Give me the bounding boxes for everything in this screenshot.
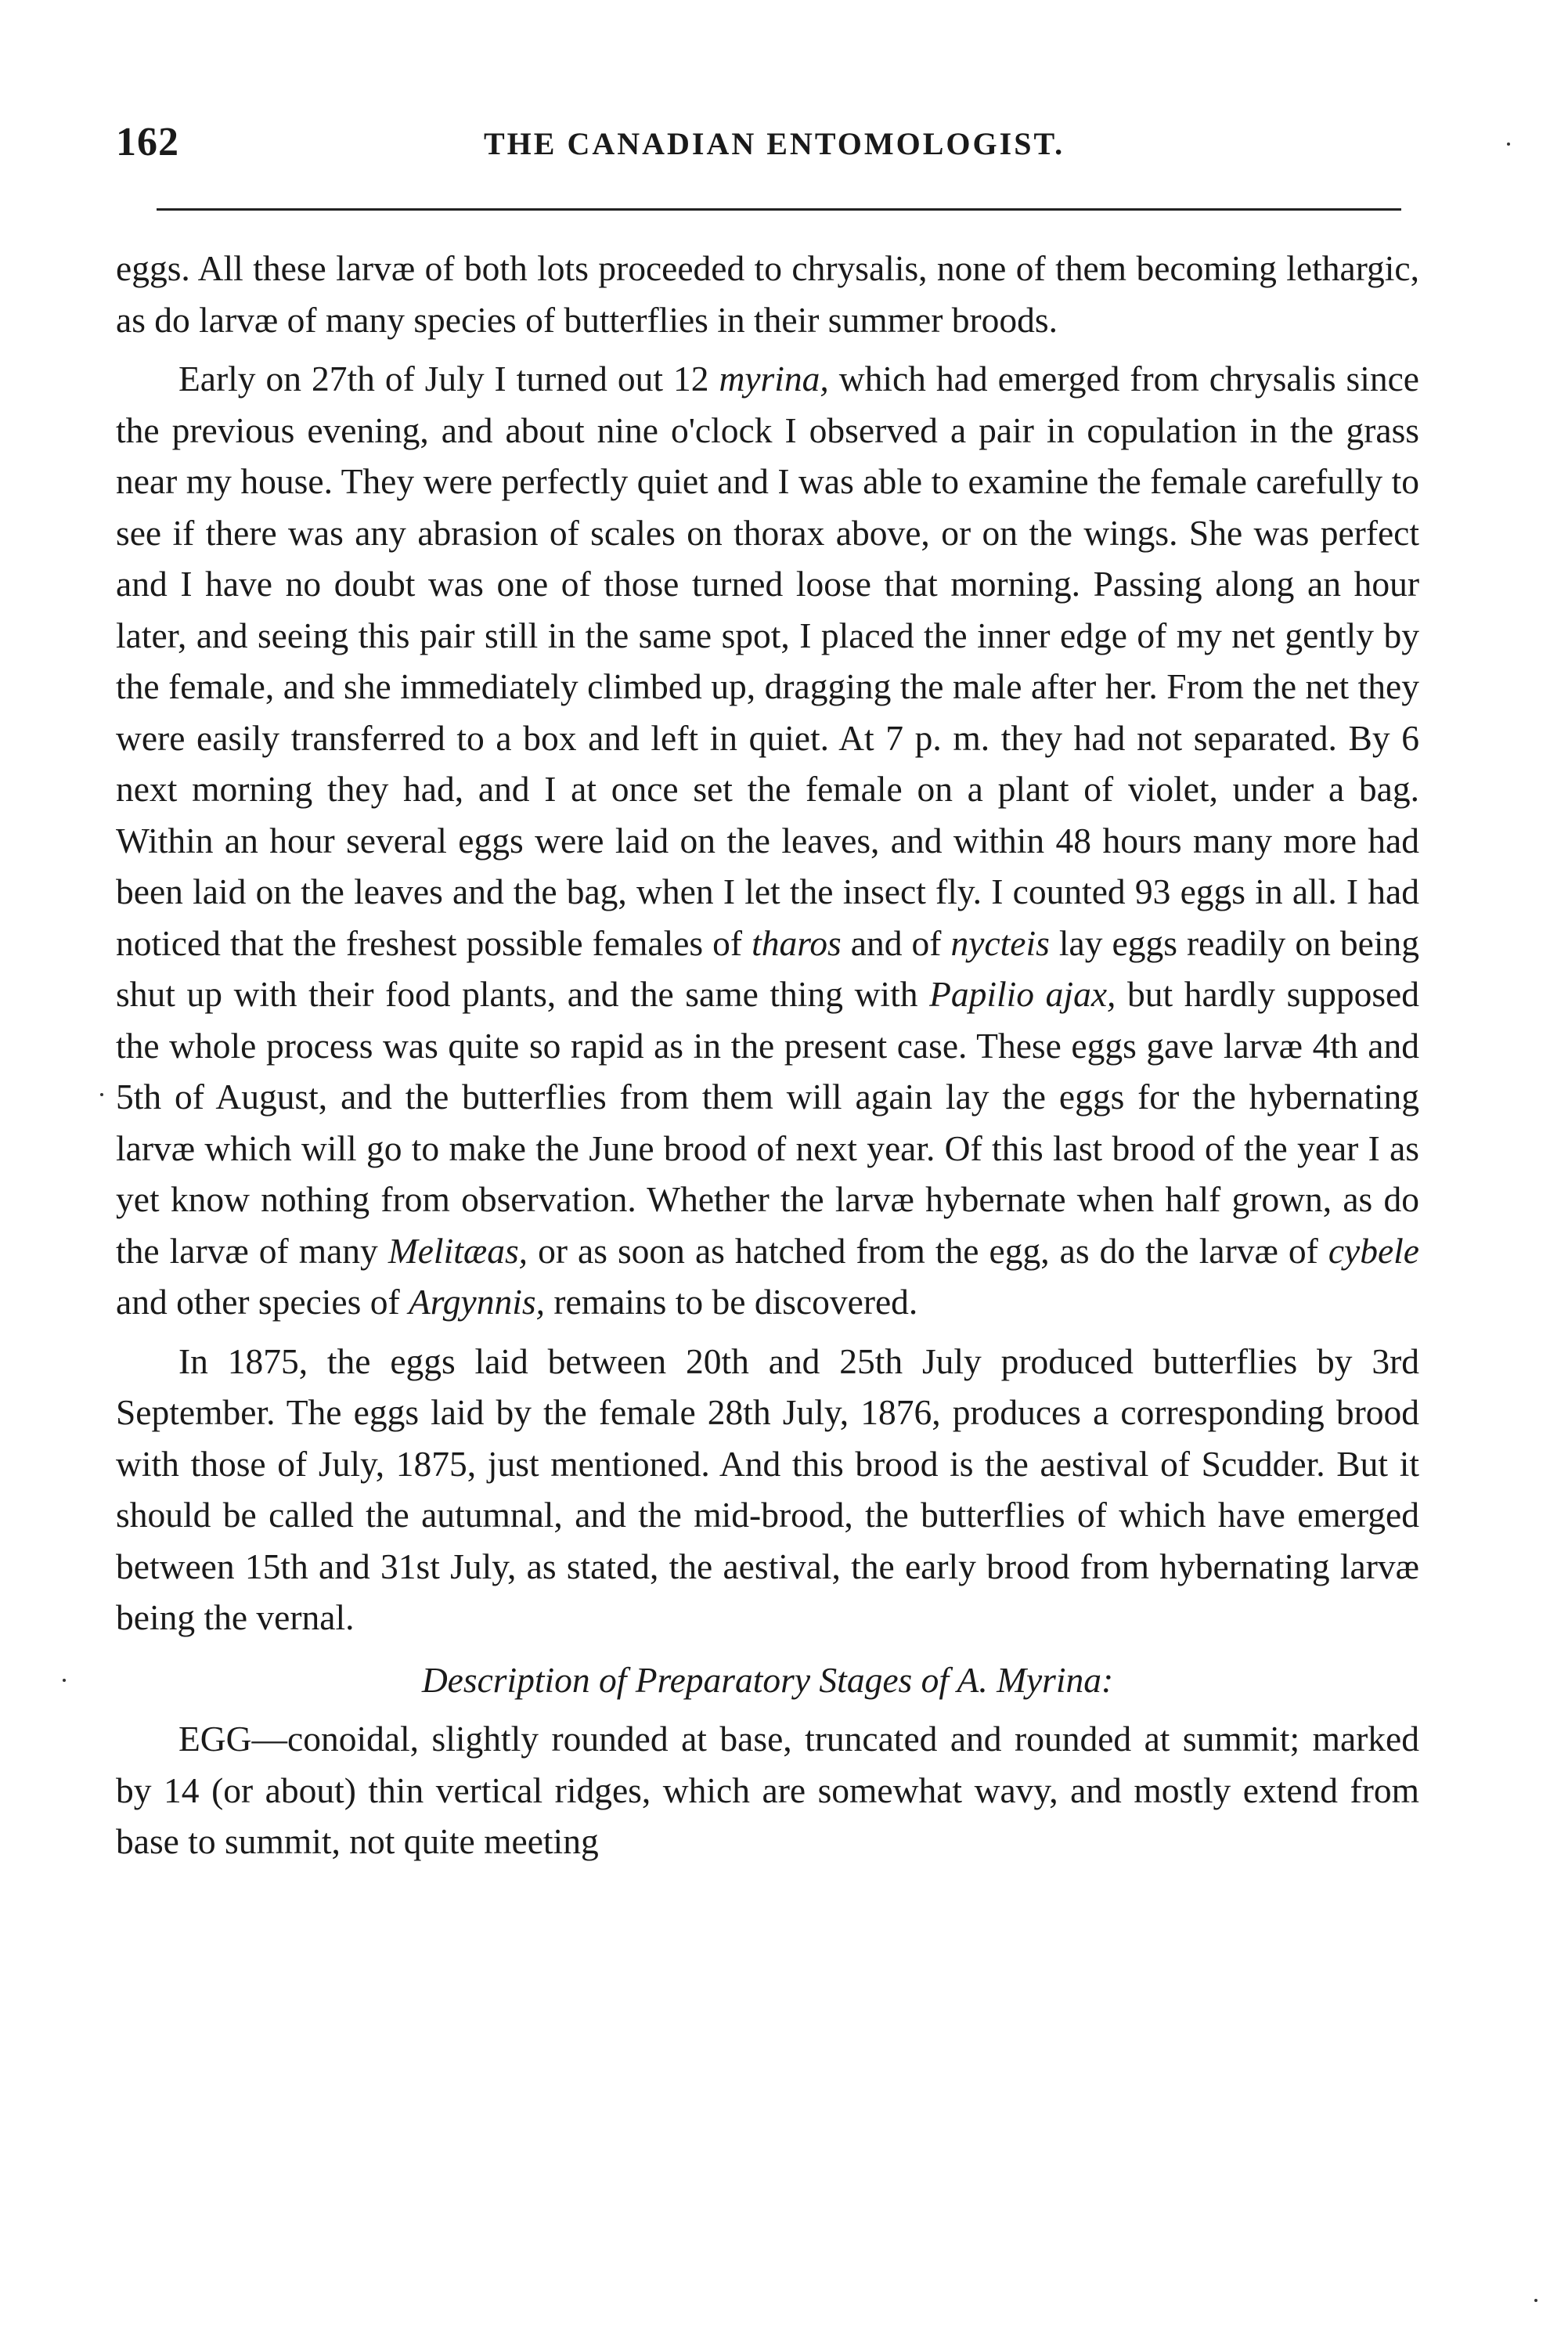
body-text — [116, 243, 1419, 1867]
journal-title: THE CANADIAN ENTOMOLOGIST. — [484, 126, 1065, 161]
running-head — [116, 119, 1408, 174]
margin-speck — [1534, 2299, 1537, 2302]
paragraph-4: EGG—conoidal, slightly rounded at base, truncated and rounded at summit; marked by 14 (or about) thin vertical ridges, which are somewhat wavy, and mostly extend from base to summit, not quite meeting — [116, 1719, 1419, 1861]
margin-speck — [100, 1093, 103, 1096]
paragraph-2: Early on 27th of July I turned out 12 myrina, which had emerged from chrysalis since the previous evening, and about nine o'clock I observed a pair in copulation in the grass near my house. They were perfectly quiet and I was able to examine the female carefully to see if there was any abrasion of scales on thorax above, or on the wings. She was perfect and I have no doubt was one of those turned loose that morning. Passing along an hour later, and seeing this pair still in the same spot, I placed the inner edge of my net gently by the female, and she immediately climbed up, dragging the male after her. From the net they were easily transferred to a box and left in quiet. At 7 p. m. they had not separated. By 6 next morning they had, and I at once set the female on a plant of violet, under a bag. Within an hour several eggs were laid on the leaves, and within 48 hours many more had been laid on the leaves and the bag, when I let the insect fly. I counted 93 eggs in all. I had noticed that the freshest possible females of tharos and of nycteis lay eggs readily on being shut up with their food plants, and the same thing with Papilio ajax, but hardly supposed the whole process was quite so rapid as in the present case. These eggs gave larvæ 4th and 5th of August, and the butterflies from them will again lay the eggs for the hybernating larvæ which will go to make the June brood of next year. Of this last brood of the year I as yet know nothing from observation. Whether the larvæ hybernate when half grown, as do the larvæ of many Melitæas, or as soon as hatched from the egg, as do the larvæ of cybele and other species of Argynnis, remains to be discovered. — [116, 359, 1420, 1322]
paragraph-1: eggs. All these larvæ of both lots proceeded to chrysalis, none of them becoming lethargic, as do larvæ of many species of butterflies in their summer broods. — [116, 248, 1419, 340]
margin-speck — [63, 1679, 66, 1682]
paragraph-3: In 1875, the eggs laid between 20th and 25th July produced butterflies by 3rd September. The eggs laid by the female 28th July, 1876, produces a corresponding brood with those of July, 1875, just mentioned. And this brood is the aestival of Scudder. But it should be called the autumnal, and the mid-brood, the butterflies of which have emerged between 15th and 31st July, as stated, the aestival, the early brood from hybernating larvæ being the vernal. — [116, 1340, 1419, 1637]
margin-speck — [1507, 143, 1510, 146]
page-number: 162 — [116, 120, 179, 164]
section-subheading: Description of Preparatory Stages of A. Myrina: — [421, 1659, 1114, 1700]
header-rule — [157, 208, 1401, 211]
